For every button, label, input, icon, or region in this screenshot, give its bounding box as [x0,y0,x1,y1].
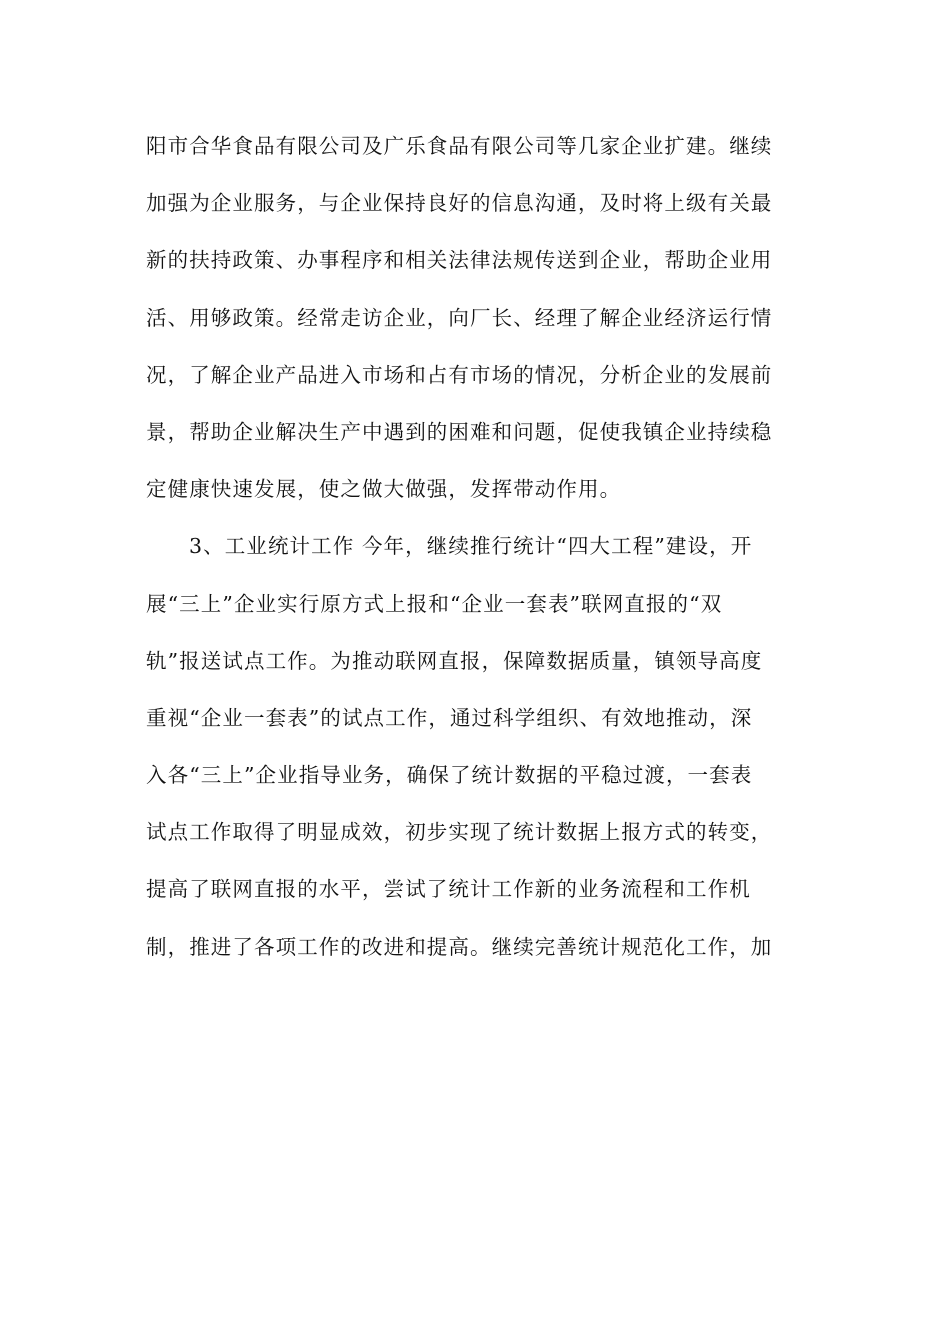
body-text [146,128,794,986]
text-line: 景，帮助企业解决生产中遇到的困难和问题，促使我镇企业持续稳 [146,419,773,444]
text-line: 活、用够政策。经常走访企业，向厂长、经理了解企业经济运行情 [146,305,773,330]
text-line: 提高了联网直报的水平，尝试了统计工作新的业务流程和工作机 [146,877,751,902]
text-line: 加强为企业服务，与企业保持良好的信息沟通，及时将上级有关最 [146,191,773,216]
text-line: 况，了解企业产品进入市场和占有市场的情况，分析企业的发展前 [146,362,773,387]
text-line: 入各“三上”企业指导业务，确保了统计数据的平稳过渡，一套表 [146,763,753,788]
text-line: 重视“企业一套表”的试点工作，通过科学组织、有效地推动，深 [146,705,753,730]
text-line: 试点工作取得了明显成效，初步实现了统计数据上报方式的转变， [146,820,773,845]
section-heading-line: 3、工业统计工作 今年，继续推行统计“四大工程”建设，开 [189,534,753,559]
text-line: 新的扶持政策、办事程序和相关法律法规传送到企业，帮助企业用 [146,248,773,273]
text-line: 轨”报送试点工作。为推动联网直报，保障数据质量，镇领导高度 [146,648,763,673]
text-line: 阳市合华食品有限公司及广乐食品有限公司等几家企业扩建。继续 [146,134,773,158]
text-line: 定健康快速发展，使之做大做强，发挥带动作用。 [146,477,622,502]
text-line: 展“三上”企业实行原方式上报和“企业一套表”联网直报的“双 [146,591,723,616]
text-line: 制，推进了各项工作的改进和提高。继续完善统计规范化工作，加 [146,934,773,959]
